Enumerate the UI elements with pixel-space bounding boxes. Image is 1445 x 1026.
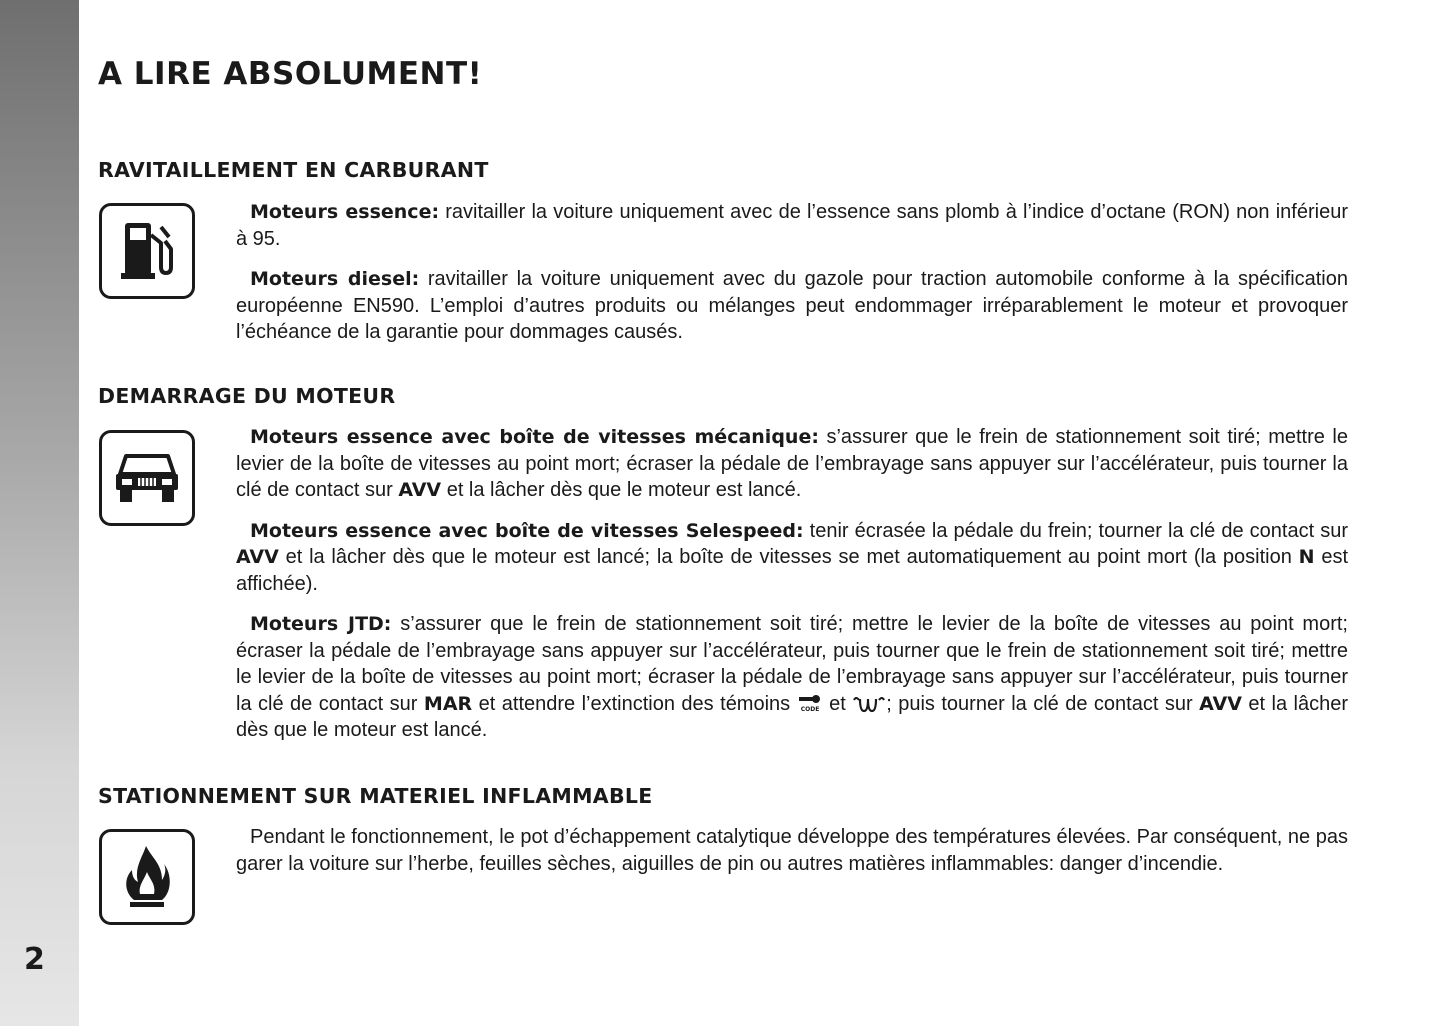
paragraph	[236, 424, 1348, 504]
paragraph	[236, 518, 1348, 598]
fuel-pump-icon	[99, 203, 195, 299]
key-position: MAR	[423, 692, 473, 715]
paragraph-text: et la lâcher dès que le moteur est lancé.	[236, 692, 1349, 741]
paragraph-lead: Moteurs diesel:	[250, 268, 420, 290]
glow-plug-icon	[852, 695, 886, 713]
paragraph	[236, 199, 1348, 252]
paragraph-text: ; puis tourner la clé de contact sur	[886, 692, 1200, 715]
paragraph-text: et	[822, 692, 853, 715]
paragraph-text: s’assurer que le frein de stationnement soit tiré; mettre le levier de la boîte de vitesses au point mort; écraser la pédale de l’embrayage sans appuyer sur l’accélérateur, puis tourner la clé de contact sur	[236, 426, 1348, 501]
side-band	[0, 0, 79, 1026]
code-key-icon	[797, 694, 823, 714]
paragraph-text: et la lâcher dès que le moteur est lancé; la boîte de vitesses se met automatiquement au point mort (la position	[278, 546, 1299, 568]
key-position: AVV	[398, 479, 442, 501]
paragraph-lead: Moteurs essence avec boîte de vitesses Selespeed:	[250, 519, 804, 542]
flame-icon	[99, 829, 195, 925]
section-heading-start: DEMARRAGE DU MOTEUR	[98, 384, 396, 408]
page-title: A LIRE ABSOLUMENT!	[98, 56, 483, 92]
paragraph-text: et attendre l’extinction des témoins	[472, 692, 797, 715]
paragraph-text: ravitailler la voiture uniquement avec du gazole pour traction automobile conforme à la spécification européenne EN590. L’emploi d’autres produits ou mélanges peut endommager irréparablement le moteur et provoquer l’échéance de la garantie pour dommages causés.	[236, 268, 1349, 343]
paragraph-text: et la lâcher dès que le moteur est lancé.	[441, 479, 802, 501]
paragraph-lead: Moteurs JTD:	[250, 613, 392, 635]
section-body-parking	[236, 824, 1348, 877]
section-body-fuel	[236, 199, 1348, 346]
car-front-icon	[99, 430, 195, 526]
paragraph	[236, 611, 1348, 744]
paragraph-lead: Moteurs essence:	[250, 201, 440, 223]
paragraph	[236, 266, 1348, 346]
paragraph-text: ravitailler la voiture uniquement avec de l’essence sans plomb à l’indice d’octane (RON) non inférieur à 95.	[236, 201, 1348, 250]
svg-text:CODE: CODE	[800, 706, 819, 714]
key-position: AVV	[236, 546, 279, 568]
page-number: 2	[24, 942, 44, 977]
section-heading-fuel: RAVITAILLEMENT EN CARBURANT	[98, 158, 489, 182]
paragraph: Pendant le fonctionnement, le pot d’échappement catalytique développe des températures élevées. Par conséquent, ne pas garer la voiture sur l’herbe, feuilles sèches, aiguilles de pin ou autres matières inflammables: danger d’incendie.	[236, 826, 1348, 875]
paragraph-text: s’assurer que le frein de stationnement soit tiré; mettre le levier de la boîte de vitesses au point mort; écraser la pédale de l’embrayage sans appuyer sur l’accélérateur, puis tourner que le frein de stationnement soit tiré; mettre le levier de la boîte de vitesses au point mort; écraser la pédale de l’embrayage sans appuyer sur l’accélérateur, puis tourner la clé de contact sur	[236, 613, 1348, 715]
gear-position: N	[1298, 546, 1315, 568]
paragraph-lead: Moteurs essence avec boîte de vitesses mécanique:	[250, 426, 819, 448]
paragraph-text: est affichée).	[236, 546, 1348, 595]
section-heading-parking: STATIONNEMENT SUR MATERIEL INFLAMMABLE	[98, 784, 653, 808]
paragraph-text: tenir écrasée la pédale du frein; tourner la clé de contact sur	[803, 519, 1348, 542]
section-body-start	[236, 424, 1348, 744]
key-position: AVV	[1199, 692, 1242, 715]
